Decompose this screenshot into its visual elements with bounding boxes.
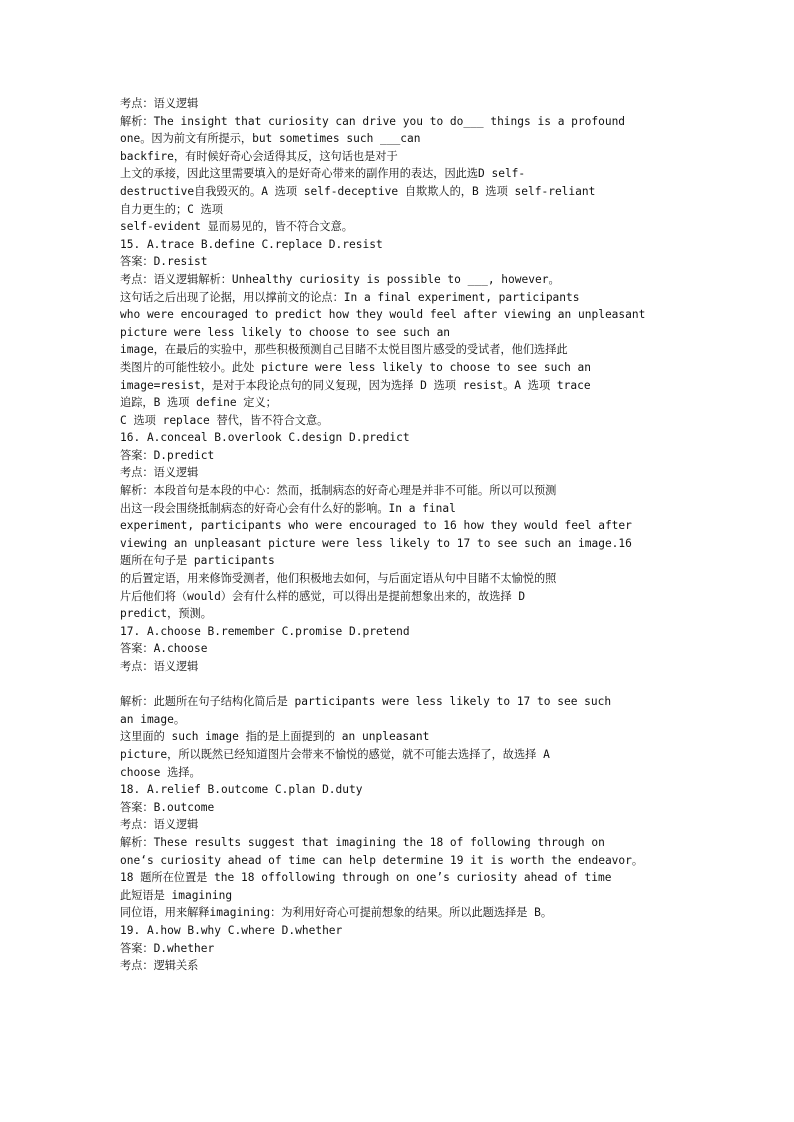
text-line: 类图片的可能性较小。此处 picture were less likely to choose to see such an xyxy=(120,360,592,374)
text-line: image=resist，是对于本段论点句的同义复现，因为选择 D 选项 resist。A 选项 trace xyxy=(120,378,591,392)
text-line: choose 选择。 xyxy=(120,765,201,779)
text-line: 上文的承接，因此这里需要填入的是好奇心带来的副作用的表达，因此选D self- xyxy=(120,167,526,181)
text-line: image，在最后的实验中，那些积极预测自己目睹不太悦目图片感受的受试者，他们选择此 xyxy=(120,343,568,357)
text-line: C 选项 replace 替代，皆不符合文意。 xyxy=(120,413,329,427)
text-line: an image。 xyxy=(120,712,186,726)
text-line: 题所在句子是 participants xyxy=(120,554,275,568)
text-line: 同位语，用来解释imagining：为利用好奇心可提前想象的结果。所以此题选择是 B。 xyxy=(120,906,553,920)
text-line: 出这一段会围绕抵制病态的好奇心会有什么好的影响。In a final xyxy=(120,501,456,515)
text-line: 考点：语义逻辑 xyxy=(120,660,199,673)
text-line: who were encouraged to predict how they would feel after viewing an unpleasant xyxy=(120,308,646,322)
text-line: 16. A.conceal B.overlook C.design D.predict xyxy=(120,431,410,445)
text-line: viewing an unpleasant picture were less likely to 17 to see such an image.16 xyxy=(120,536,632,550)
text-line: 片后他们将（would）会有什么样的感觉，可以得出是提前想象出来的，故选择 D xyxy=(120,589,526,603)
text-line: 17. A.choose B.remember C.promise D.pretend xyxy=(120,624,410,638)
text-line: 考点：语义逻辑 xyxy=(120,97,199,110)
text-line: 考点：逻辑关系 xyxy=(120,959,199,973)
text-line: 的后置定语，用来修饰受测者，他们积极地去如何，与后面定语从句中目睹不太愉悦的照 xyxy=(120,572,557,586)
text-line: 答案：D.predict xyxy=(120,448,215,462)
text-line: 解析：The insight that curiosity can drive you to do___ things is a profound xyxy=(120,114,626,128)
text-line: 答案：D.resist xyxy=(120,255,208,269)
text-line: 自力更生的；C 选项 xyxy=(120,202,223,216)
text-line: 答案：B.outcome xyxy=(120,800,215,814)
text-line: 这句话之后出现了论据，用以撑前文的论点：In a final experiment, participants xyxy=(120,290,580,304)
text-line: 追踪，B 选项 define 定义； xyxy=(120,396,277,410)
text-line: 此短语是 imagining xyxy=(120,888,233,902)
text-line: 解析：本段首句是本段的中心：然而，抵制病态的好奇心理是并非不可能。所以可以预测 xyxy=(120,484,557,498)
text-line: 19. A.how B.why C.where D.whether xyxy=(120,923,343,937)
text-line: 15. A.trace B.define C.replace D.resist xyxy=(120,237,383,251)
text-line: 考点：语义逻辑 xyxy=(120,818,199,832)
text-line: experiment, participants who were encouraged to 16 how they would feel after xyxy=(120,519,632,533)
text-line: one。因为前文有所提示，but sometimes such ___can xyxy=(120,132,421,146)
text-line: 18 题所在位置是 the 18 offollowing through on one’s curiosity ahead of time xyxy=(120,871,612,885)
text-line: one‘s curiosity ahead of time can help determine 19 it is worth the endeavor。 xyxy=(120,853,644,867)
document-page xyxy=(120,95,680,975)
blank-line xyxy=(120,676,680,694)
text-line: 考点：语义逻辑解析：Unhealthy curiosity is possible to ___, however。 xyxy=(120,272,560,286)
text-line: 答案：D.whether xyxy=(120,941,215,955)
text-line: destructive自我毁灭的。A 选项 self-deceptive 自欺欺人的，B 选项 self-reliant xyxy=(120,184,596,198)
text-line: 这里面的 such image 指的是上面提到的 an unpleasant xyxy=(120,730,430,744)
text-line: 解析：此题所在句子结构化简后是 participants were less likely to 17 to see such xyxy=(120,695,612,709)
text-line: 考点：语义逻辑 xyxy=(120,466,199,480)
text-line: backfire，有时候好奇心会适得其反，这句话也是对于 xyxy=(120,149,398,163)
text-line: 18. A.relief B.outcome C.plan D.duty xyxy=(120,783,363,797)
text-line: picture were less likely to choose to see such an xyxy=(120,325,451,339)
text-line: picture，所以既然已经知道图片会带来不愉悦的感觉，就不可能去选择了，故选择 A xyxy=(120,747,550,761)
text-line: self-evident 显而易见的，皆不符合文意。 xyxy=(120,220,353,234)
text-line: predict，预测。 xyxy=(120,607,212,621)
text-line: 解析：These results suggest that imagining the 18 of following through on xyxy=(120,835,605,849)
text-line: 答案：A.choose xyxy=(120,642,208,656)
